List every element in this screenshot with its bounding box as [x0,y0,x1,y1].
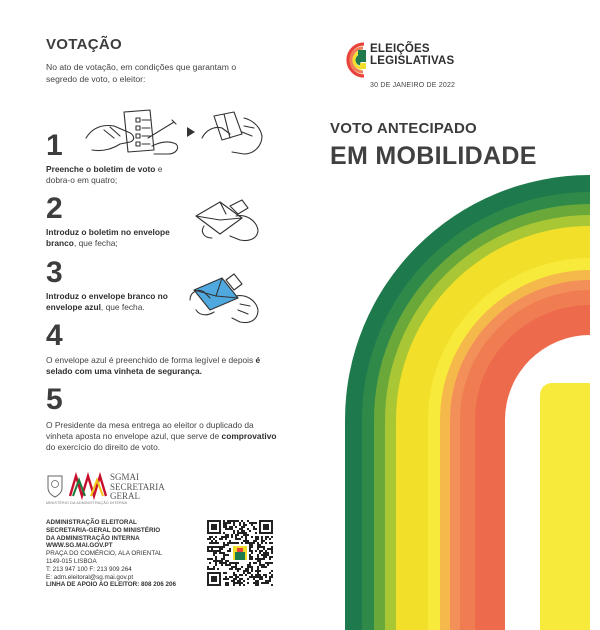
sgmai-l2: SECRETARIA [110,481,165,492]
votacao-title: VOTAÇÃO [46,36,122,53]
admin-email: E: adm.eleitoral@sg.mai.gov.pt [46,573,134,581]
admin-l2: SECRETARIA-GERAL DO MINISTÉRIO [46,526,161,534]
admin-helpline: LINHA DE APOIO AO ELEITOR: 808 206 206 [46,581,177,589]
step-1-text: Preenche o boletim de voto e dobra-o em quatro; [46,164,163,185]
admin-phone: T: 213 947 100 F: 213 909 264 [46,565,132,573]
brand-date: 30 DE JANEIRO DE 2022 [370,82,456,89]
admin-website: WWW.SG.MAI.GOV.PT [46,542,113,550]
votacao-intro: No ato de votação, em condições que garantam o segredo de voto, o eleitor: [46,62,237,84]
step-3-number: 3 [46,256,63,289]
step-2-number: 2 [46,192,63,225]
admin-l1: ADMINISTRAÇÃO ELEITORAL [46,519,137,526]
step-4-number: 4 [46,319,63,352]
eleicoes-logo-icon [330,36,370,91]
step-5-number: 5 [46,383,63,416]
admin-postal: 1149-015 LISBOA [46,557,97,565]
admin-l3: DA ADMINISTRAÇÃO INTERNA [46,534,140,542]
step-2-text: Introduz o boletim no envelope branco, que fecha; [46,227,170,248]
step-4-text: O envelope azul é preenchido de forma legível e depois é selado com uma vinheta de segurança. [46,355,261,376]
sgmai-l3: GERAL [110,491,140,501]
headline-voto-antecipado: VOTO ANTECIPADO [330,120,477,137]
step-1-number: 1 [46,129,63,162]
step-3-text: Introduz o envelope branco no envelope azul, que fecha. [46,291,168,312]
sgmai-small: MINISTÉRIO DA ADMINISTRAÇÃO INTERNA [46,501,128,505]
admin-address: PRAÇA DO COMÉRCIO, ALA ORIENTAL [46,550,163,558]
sgmai-l1: SGMAI [110,472,140,482]
step-5-text: O Presidente da mesa entrega ao eleitor o duplicado da vinheta aposta no envelope azul, que serve de comprovativo do exercício do direito de voto. [46,420,277,452]
brand-title: ELEIÇÕES LEGISLATIVAS [370,43,455,67]
headline-em-mobilidade: EM MOBILIDADE [330,142,537,170]
